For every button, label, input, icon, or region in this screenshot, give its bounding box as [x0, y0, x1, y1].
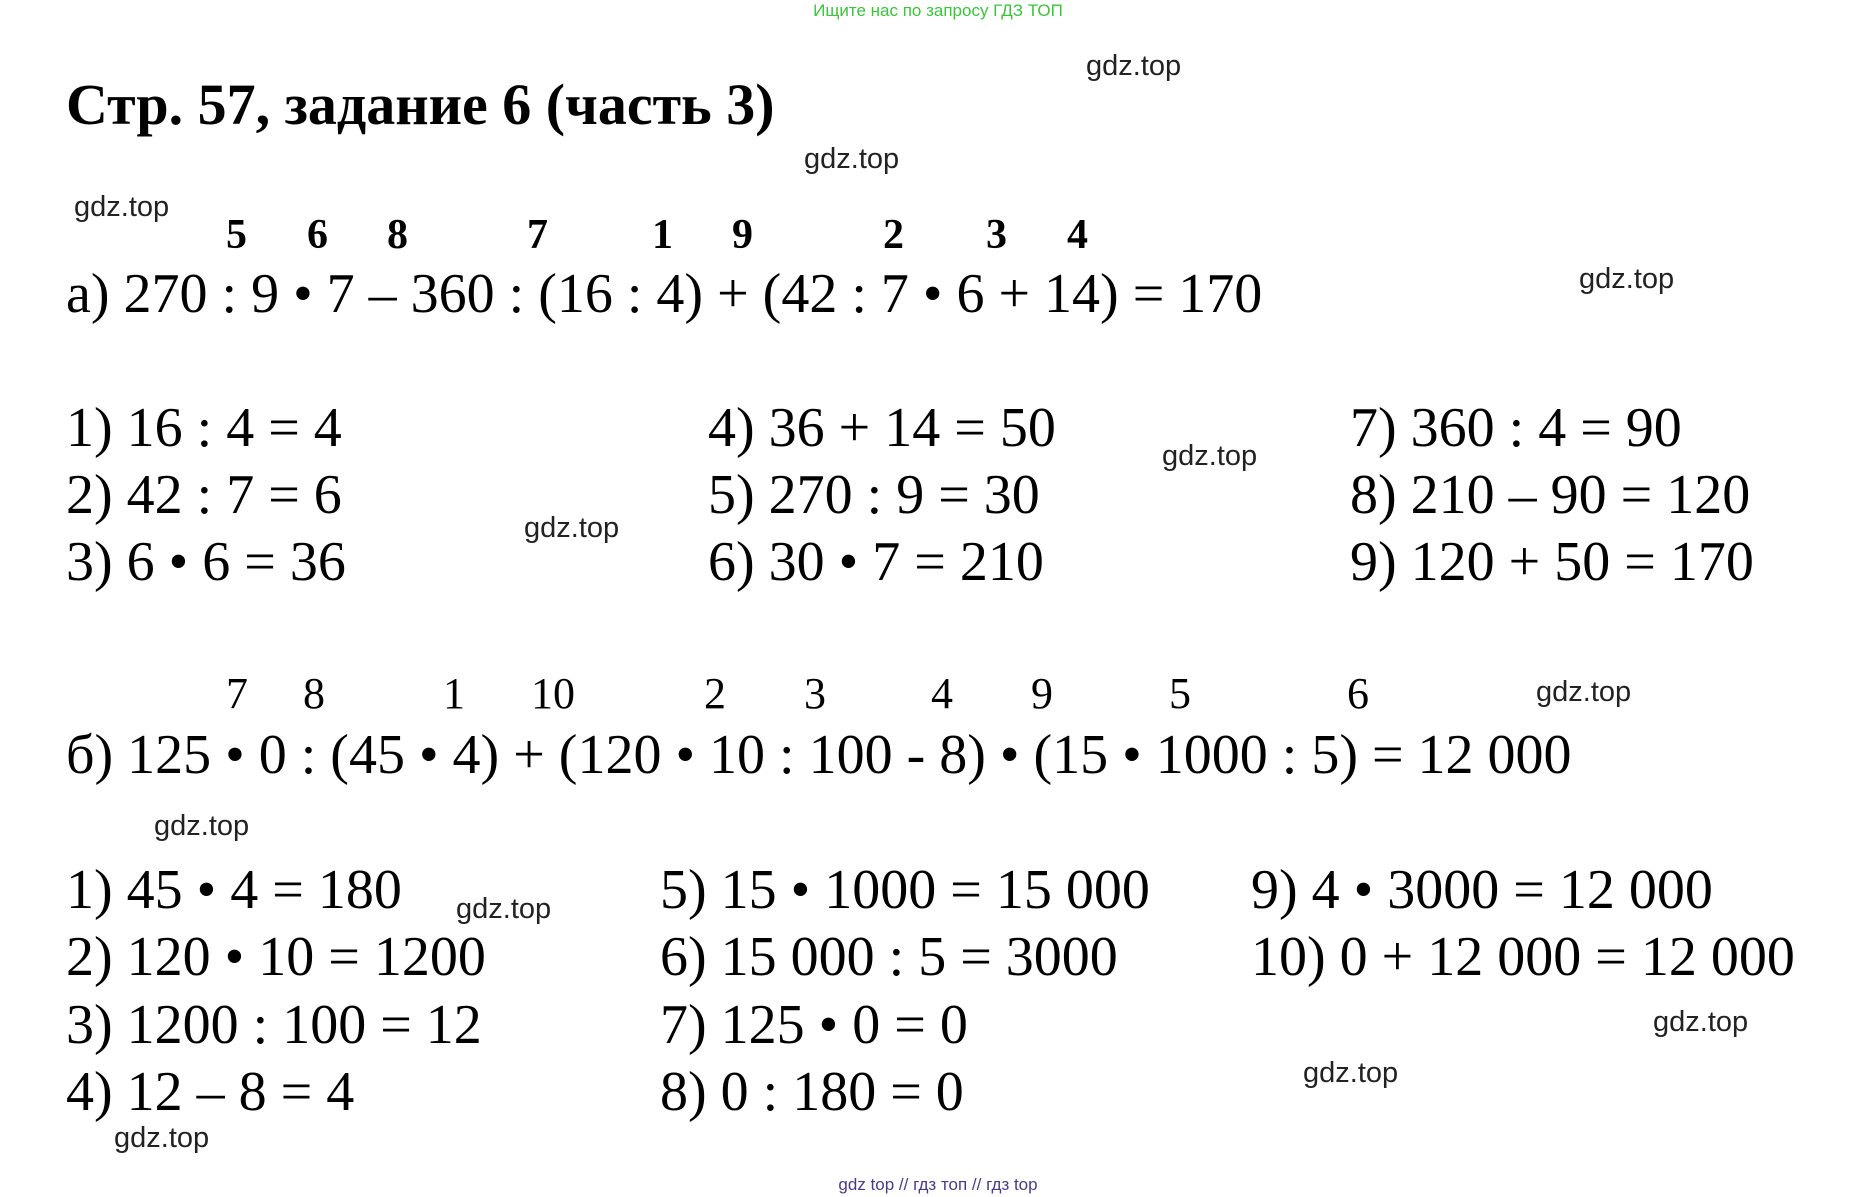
watermark: gdz.top [1579, 263, 1675, 295]
order-number: 2 [883, 212, 904, 258]
watermark: gdz.top [74, 191, 170, 223]
order-number: 5 [1169, 669, 1191, 718]
order-number: 6 [1347, 669, 1369, 718]
watermark: gdz.top [1162, 440, 1258, 472]
step-b-2: 2) 120 • 10 = 1200 [66, 926, 486, 988]
watermark: gdz.top [804, 143, 900, 175]
step-a-4: 4) 36 + 14 = 50 [708, 397, 1056, 459]
order-number: 9 [732, 212, 753, 258]
expression-b: б) 125 • 0 : (45 • 4) + (120 • 10 : 100 - 8) • (15 • 1000 : 5) = 12 000 [66, 724, 1572, 786]
order-number: 8 [387, 212, 408, 258]
footer-links: gdz top // гдз топ // гдз top [838, 1175, 1038, 1194]
step-a-1: 1) 16 : 4 = 4 [66, 397, 342, 459]
watermark: gdz.top [1086, 50, 1182, 82]
step-b-3: 3) 1200 : 100 = 12 [66, 994, 482, 1056]
step-a-3: 3) 6 • 6 = 36 [66, 531, 346, 593]
order-number: 7 [527, 212, 548, 258]
step-a-2: 2) 42 : 7 = 6 [66, 464, 342, 526]
step-a-8: 8) 210 – 90 = 120 [1350, 464, 1751, 526]
step-b-9: 9) 4 • 3000 = 12 000 [1251, 859, 1713, 921]
order-number: 6 [307, 212, 328, 258]
watermark: gdz.top [1653, 1006, 1749, 1038]
step-a-7: 7) 360 : 4 = 90 [1350, 397, 1682, 459]
step-b-10: 10) 0 + 12 000 = 12 000 [1251, 926, 1795, 988]
order-number: 9 [1031, 669, 1053, 718]
order-number: 3 [804, 669, 826, 718]
expression-a: а) 270 : 9 • 7 – 360 : (16 : 4) + (42 : 7 • 6 + 14) = 170 [66, 263, 1263, 325]
watermark: gdz.top [1536, 676, 1632, 708]
step-b-6: 6) 15 000 : 5 = 3000 [660, 926, 1118, 988]
order-number: 7 [226, 669, 248, 718]
page-title: Стр. 57, задание 6 (часть 3) [66, 72, 775, 137]
order-number: 4 [1067, 212, 1088, 258]
step-a-5: 5) 270 : 9 = 30 [708, 464, 1040, 526]
watermark: gdz.top [114, 1122, 210, 1154]
watermark: gdz.top [154, 810, 250, 842]
order-number: 8 [303, 669, 325, 718]
step-b-4: 4) 12 – 8 = 4 [66, 1061, 355, 1123]
watermark: gdz.top [1303, 1057, 1399, 1089]
watermark: gdz.top [524, 512, 620, 544]
order-number: 1 [652, 212, 673, 258]
step-b-5: 5) 15 • 1000 = 15 000 [660, 859, 1150, 921]
step-a-9: 9) 120 + 50 = 170 [1350, 531, 1754, 593]
order-number: 3 [986, 212, 1007, 258]
step-b-7: 7) 125 • 0 = 0 [660, 994, 968, 1056]
order-number: 10 [531, 669, 575, 718]
order-number: 2 [704, 669, 726, 718]
order-number: 4 [931, 669, 953, 718]
order-number: 5 [226, 212, 247, 258]
step-b-8: 8) 0 : 180 = 0 [660, 1061, 964, 1123]
top-banner: Ищите нас по запросу ГДЗ ТОП [813, 1, 1063, 20]
step-a-6: 6) 30 • 7 = 210 [708, 531, 1044, 593]
watermark: gdz.top [456, 893, 552, 925]
step-b-1: 1) 45 • 4 = 180 [66, 859, 402, 921]
order-number: 1 [443, 669, 465, 718]
